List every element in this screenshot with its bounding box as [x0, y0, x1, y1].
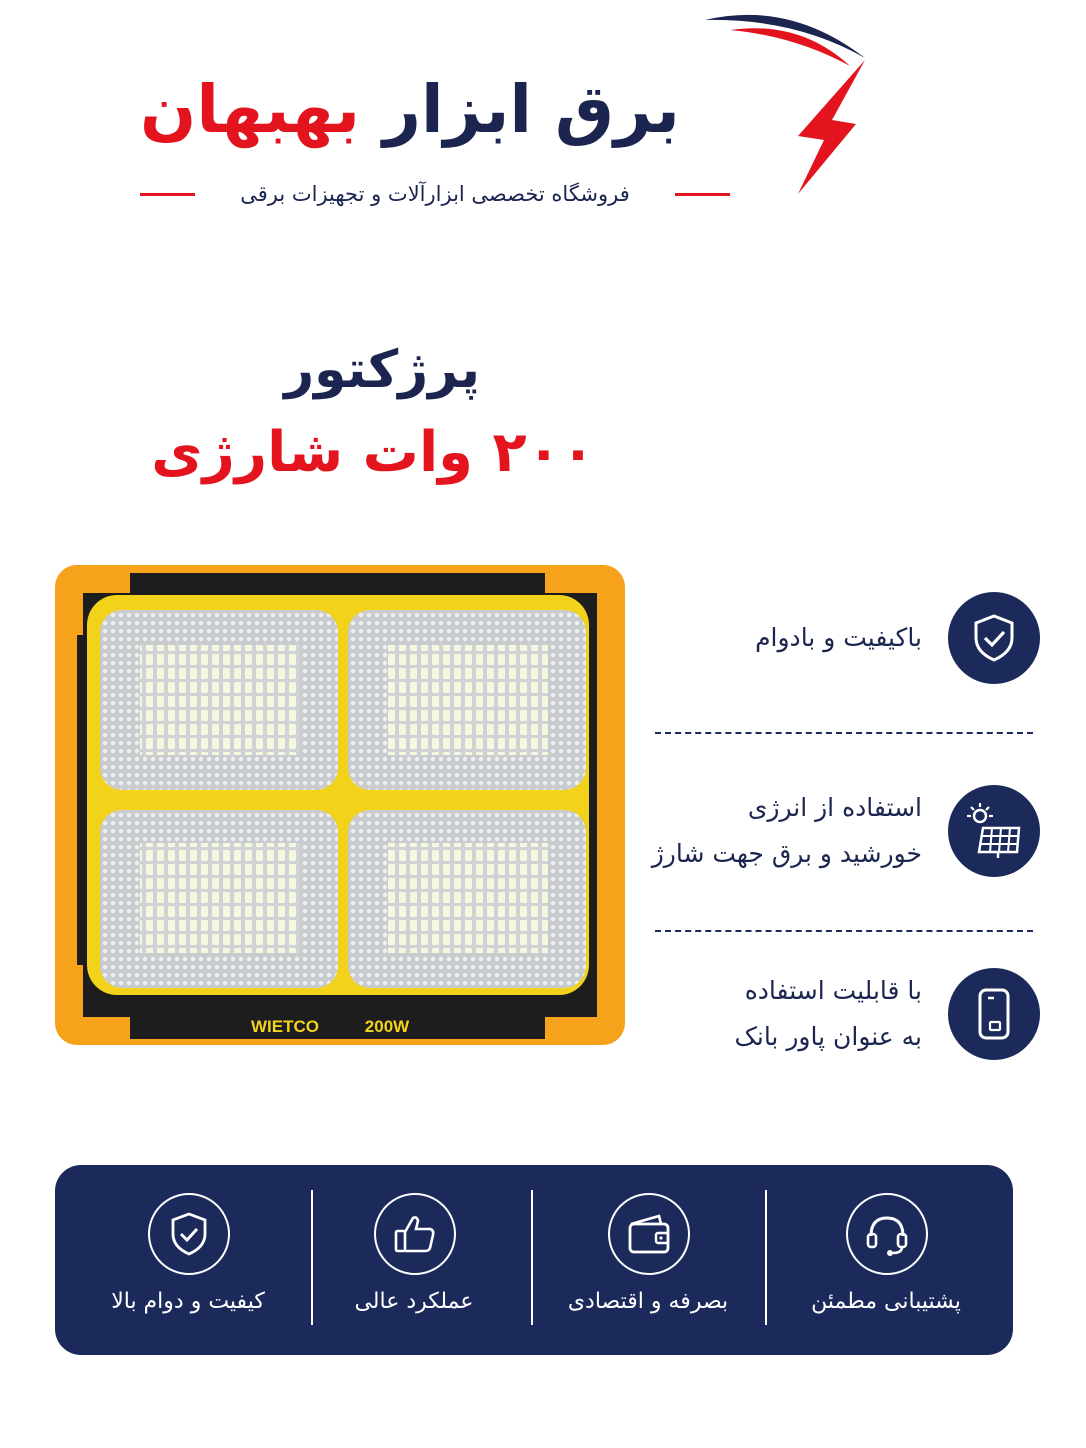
- sun-solar-panel-icon: [948, 785, 1040, 877]
- lightning-bolt-icon: [790, 58, 870, 198]
- feature-divider: [655, 732, 1033, 734]
- headset-icon: [846, 1193, 928, 1275]
- tagline-line-left: [140, 193, 195, 196]
- shield-check-icon: [148, 1193, 230, 1275]
- benefit-label: بصرفه و اقتصادی: [567, 1289, 729, 1314]
- feature-quality: [620, 592, 1040, 684]
- product-title-line2: ۲۰۰ وات شارژی: [151, 420, 595, 485]
- feature-power-bank: [620, 968, 1040, 1060]
- benefit-label: عملکرد عالی: [354, 1289, 474, 1314]
- wallet-icon: [608, 1193, 690, 1275]
- feature-solar: [620, 785, 1040, 877]
- feature-line: به عنوان پاور بانک: [734, 1022, 922, 1051]
- benefit-durability: [73, 1165, 303, 1355]
- product-brand-label: WIETCO: [251, 1017, 319, 1036]
- floodlight-product-image: [45, 555, 635, 1065]
- feature-line: استفاده از انرژی: [747, 793, 922, 822]
- shield-check-icon: [948, 592, 1040, 684]
- benefit-separator: [765, 1190, 767, 1325]
- tagline-row: [140, 176, 730, 212]
- product-title-line1: پرژکتور: [284, 340, 480, 400]
- benefit-economical: [533, 1165, 763, 1355]
- benefit-performance: [299, 1165, 529, 1355]
- brand-name-part2: بهبهان: [140, 71, 360, 148]
- benefit-separator: [531, 1190, 533, 1325]
- benefits-bar: [55, 1165, 1013, 1355]
- feature-line: باکیفیت و بادوام: [755, 623, 922, 652]
- product-power-label: 200W: [364, 1017, 410, 1036]
- tagline-line-right: [675, 193, 730, 196]
- benefit-label: پشتیبانی مطمئن: [811, 1289, 961, 1314]
- thumbs-up-icon: [374, 1193, 456, 1275]
- feature-divider: [655, 930, 1033, 932]
- feature-text: [652, 785, 922, 877]
- brand-logo-text: [140, 70, 720, 150]
- benefit-separator: [311, 1190, 313, 1325]
- brand-name-part1: برق ابزار: [382, 71, 680, 148]
- feature-line: با قابلیت استفاده: [744, 976, 922, 1005]
- power-bank-icon: [948, 968, 1040, 1060]
- brand-tagline: فروشگاه تخصصی ابزارآلات و تجهیزات برقی: [240, 182, 630, 206]
- benefit-support: [771, 1165, 1001, 1355]
- benefit-label: کیفیت و دوام بالا: [111, 1289, 265, 1314]
- feature-line: خورشید و برق جهت شارژ: [651, 839, 922, 868]
- feature-text: [734, 968, 922, 1060]
- feature-text: [755, 615, 922, 661]
